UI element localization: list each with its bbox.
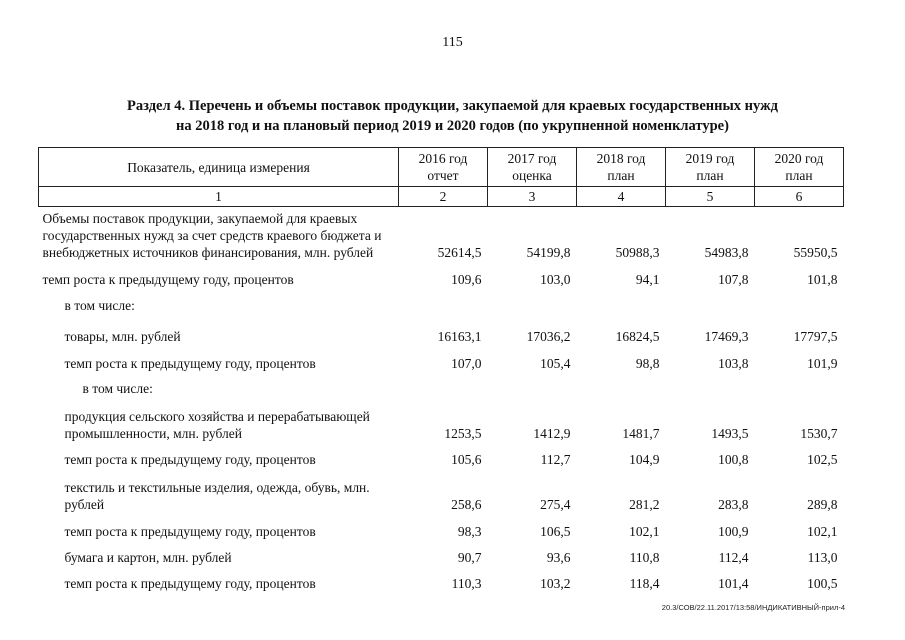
cell-value: 103,2 [540, 576, 571, 591]
row-label: темп роста к предыдущему году, процентов [64, 452, 316, 467]
row-label: темп роста к предыдущему году, процентов [64, 576, 316, 591]
header-year-2017 [488, 148, 577, 187]
cell-value: 112,7 [540, 452, 571, 467]
cell-value: 104,9 [629, 452, 660, 467]
cell-value: 1412,9 [533, 426, 571, 441]
cell-value: 283,8 [718, 497, 749, 512]
cell-value: 112,4 [718, 550, 749, 565]
column-number: 5 [666, 187, 755, 207]
row-label: продукция сельского хозяйства и перерабатывающей промышленности, млн. рублей [64, 409, 370, 441]
cell-value: 110,8 [629, 550, 660, 565]
cell-value: 118,4 [629, 576, 660, 591]
cell-value: 50988,3 [615, 245, 660, 260]
header-type: оценка [512, 168, 552, 183]
cell-value: 107,8 [718, 272, 749, 287]
cell-value: 17797,5 [793, 329, 838, 344]
section-title-line-1: Раздел 4. Перечень и объемы поставок продукции, закупаемой для краевых государственных нужд [127, 98, 778, 114]
row-label: Объемы поставок продукции, закупаемой для краевых государственных нужд за счет средств краевого бюджета и внебюджетных источников финансирования, млн. рублей [42, 211, 382, 260]
table-row [39, 207, 844, 262]
cell-value: 100,8 [718, 452, 749, 467]
cell-value: 107,0 [451, 356, 482, 371]
cell-value: 103,8 [718, 356, 749, 371]
cell-value: 17036,2 [526, 329, 571, 344]
cell-value: 101,8 [807, 272, 838, 287]
header-year: 2019 год [685, 151, 735, 166]
table-row [39, 567, 844, 593]
supply-volume-table [38, 147, 844, 593]
header-type: план [607, 168, 635, 183]
table-row [39, 514, 844, 541]
row-label: темп роста к предыдущему году, процентов [64, 524, 316, 539]
cell-value: 94,1 [635, 272, 660, 287]
section-title [0, 96, 905, 136]
section-title-line-2: на 2018 год и на плановый период 2019 и 2020 годов (по укрупненной номенклатуре) [176, 118, 729, 134]
header-type: отчет [427, 168, 459, 183]
header-year: 2016 год [418, 151, 468, 166]
page-number: 115 [442, 35, 463, 50]
row-label: темп роста к предыдущему году, процентов [42, 272, 294, 287]
row-label: товары, млн. рублей [64, 329, 181, 344]
cell-value: 100,5 [807, 576, 838, 591]
cell-value: 52614,5 [437, 245, 482, 260]
table-row [39, 443, 844, 469]
header-type: план [785, 168, 813, 183]
cell-value: 100,9 [718, 524, 749, 539]
table-row [39, 347, 844, 373]
header-year-2020 [755, 148, 844, 187]
cell-value: 289,8 [807, 497, 838, 512]
cell-value: 54199,8 [526, 245, 571, 260]
column-number: 4 [577, 187, 666, 207]
table-row [39, 315, 844, 347]
cell-value: 1493,5 [711, 426, 749, 441]
table-row [39, 398, 844, 443]
cell-value: 113,0 [807, 550, 838, 565]
table-column-numbers-row [39, 187, 844, 207]
cell-value: 1530,7 [800, 426, 838, 441]
header-year: 2018 год [596, 151, 646, 166]
cell-value: 93,6 [546, 550, 571, 565]
table-row [39, 289, 844, 315]
row-label: бумага и картон, млн. рублей [64, 550, 232, 565]
cell-value: 110,3 [451, 576, 482, 591]
header-year-2016 [399, 148, 488, 187]
header-indicator: Показатель, единица измерения [39, 148, 399, 187]
row-subheading: в том числе: [82, 381, 153, 396]
row-label: текстиль и текстильные изделия, одежда, обувь, млн. рублей [64, 480, 370, 512]
table-row [39, 469, 844, 514]
cell-value: 17469,3 [704, 329, 749, 344]
column-number: 3 [488, 187, 577, 207]
table-row [39, 541, 844, 567]
cell-value: 55950,5 [793, 245, 838, 260]
cell-value: 101,9 [807, 356, 838, 371]
cell-value: 54983,8 [704, 245, 749, 260]
header-year-2019 [666, 148, 755, 187]
table-header-row [39, 148, 844, 187]
cell-value: 16163,1 [437, 329, 482, 344]
cell-value: 102,1 [807, 524, 838, 539]
cell-value: 90,7 [457, 550, 482, 565]
cell-value: 281,2 [629, 497, 660, 512]
header-year: 2017 год [507, 151, 557, 166]
column-number: 6 [755, 187, 844, 207]
cell-value: 1481,7 [622, 426, 660, 441]
document-footer-code: 20.3/СОВ/22.11.2017/13:58/ИНДИКАТИВНЫЙ-прил-4 [661, 603, 845, 612]
cell-value: 98,3 [457, 524, 482, 539]
cell-value: 106,5 [540, 524, 571, 539]
header-type: план [696, 168, 724, 183]
cell-value: 1253,5 [444, 426, 482, 441]
header-year-2018 [577, 148, 666, 187]
row-label: темп роста к предыдущему году, процентов [64, 356, 316, 371]
cell-value: 105,6 [451, 452, 482, 467]
cell-value: 258,6 [451, 497, 482, 512]
cell-value: 102,5 [807, 452, 838, 467]
cell-value: 102,1 [629, 524, 660, 539]
cell-value: 101,4 [718, 576, 749, 591]
table-row [39, 261, 844, 289]
column-number: 2 [399, 187, 488, 207]
cell-value: 98,8 [635, 356, 660, 371]
table-row [39, 373, 844, 398]
cell-value: 103,0 [540, 272, 571, 287]
cell-value: 109,6 [451, 272, 482, 287]
cell-value: 105,4 [540, 356, 571, 371]
header-year: 2020 год [774, 151, 824, 166]
row-subheading: в том числе: [64, 298, 135, 313]
cell-value: 16824,5 [615, 329, 660, 344]
cell-value: 275,4 [540, 497, 571, 512]
column-number: 1 [39, 187, 399, 207]
